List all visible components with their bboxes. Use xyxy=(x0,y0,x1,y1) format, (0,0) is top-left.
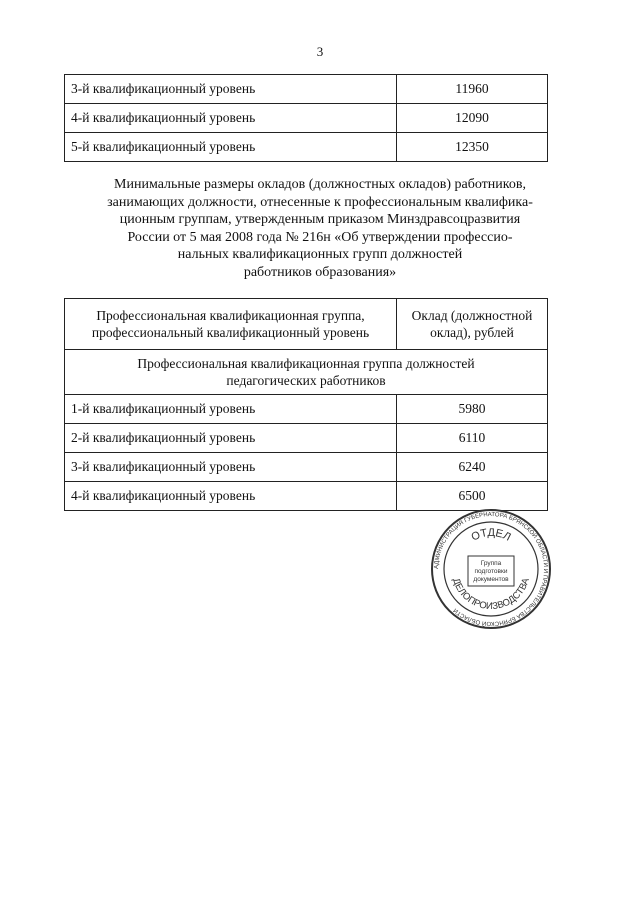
table-header-row xyxy=(65,299,548,350)
salary-cell: 5980 xyxy=(397,395,548,424)
group-row xyxy=(65,350,548,395)
stamp-center-text: Группа xyxy=(480,560,502,567)
group-cell xyxy=(65,350,548,395)
header-text: Оклад (должностной xyxy=(411,308,533,323)
table-row xyxy=(65,424,548,453)
salary-cell: 12090 xyxy=(397,104,548,133)
table-row xyxy=(65,453,548,482)
stamp-arc-top: ОТДЕЛ xyxy=(469,526,513,544)
heading-line: ционным группам, утвержденным приказом Минздравсоцразвития xyxy=(119,212,521,227)
level-cell: 3-й квалификационный уровень xyxy=(65,75,397,104)
heading-line: работников образования» xyxy=(243,264,397,280)
group-text: Профессиональная квалификационная группа должностей xyxy=(137,356,475,371)
table-row xyxy=(65,75,548,104)
salary-cell: 6110 xyxy=(397,424,548,453)
column-header-group-level xyxy=(65,299,397,350)
stamp-center-text: документов xyxy=(473,576,509,583)
stamp-ring-text: АДМИНИСТРАЦИЯ ГУБЕРНАТОРА БРЯНСКОЙ ОБЛАСТИ И ПРАВИТЕЛЬСТВА БРЯНСКОЙ ОБЛАСТИ xyxy=(433,511,549,627)
heading-line: России от 5 мая 2008 года № 216н «Об утверждении профессио- xyxy=(127,229,513,245)
level-cell: 4-й квалификационный уровень xyxy=(65,482,397,511)
stamp-center-text: подготовки xyxy=(474,568,508,575)
page-number: 3 xyxy=(316,44,324,59)
salary-cell: 6500 xyxy=(397,482,548,511)
header-text: оклад), рублей xyxy=(430,325,514,340)
section-heading xyxy=(80,176,560,281)
level-cell: 5-й квалификационный уровень xyxy=(65,133,397,162)
heading-line: Минимальные размеры окладов (должностных окладов) работников, xyxy=(114,177,526,192)
level-cell: 2-й квалификационный уровень xyxy=(65,424,397,453)
heading-line: занимающих должности, отнесенные к профессиональным квалифика- xyxy=(107,194,533,210)
table-row xyxy=(65,104,548,133)
stamp-arc-bottom: ДЕЛОПРОИЗВОДСТВА xyxy=(450,576,532,613)
salary-cell: 12350 xyxy=(397,133,548,162)
salary-table xyxy=(64,298,548,511)
group-text: педагогических работников xyxy=(226,373,386,388)
header-text: профессиональный квалификационный уровень xyxy=(91,325,370,340)
official-stamp xyxy=(430,508,552,630)
header-text: Профессиональная квалификационная группа, xyxy=(96,308,365,323)
table-row xyxy=(65,133,548,162)
salary-table-continued xyxy=(64,74,548,162)
level-cell: 1-й квалификационный уровень xyxy=(65,395,397,424)
salary-cell: 6240 xyxy=(397,453,548,482)
heading-line: нальных квалификационных групп должностей xyxy=(177,247,463,262)
table-row xyxy=(65,395,548,424)
column-header-salary xyxy=(397,299,548,350)
salary-cell: 11960 xyxy=(397,75,548,104)
table-row xyxy=(65,482,548,511)
level-cell: 4-й квалификационный уровень xyxy=(65,104,397,133)
level-cell: 3-й квалификационный уровень xyxy=(65,453,397,482)
